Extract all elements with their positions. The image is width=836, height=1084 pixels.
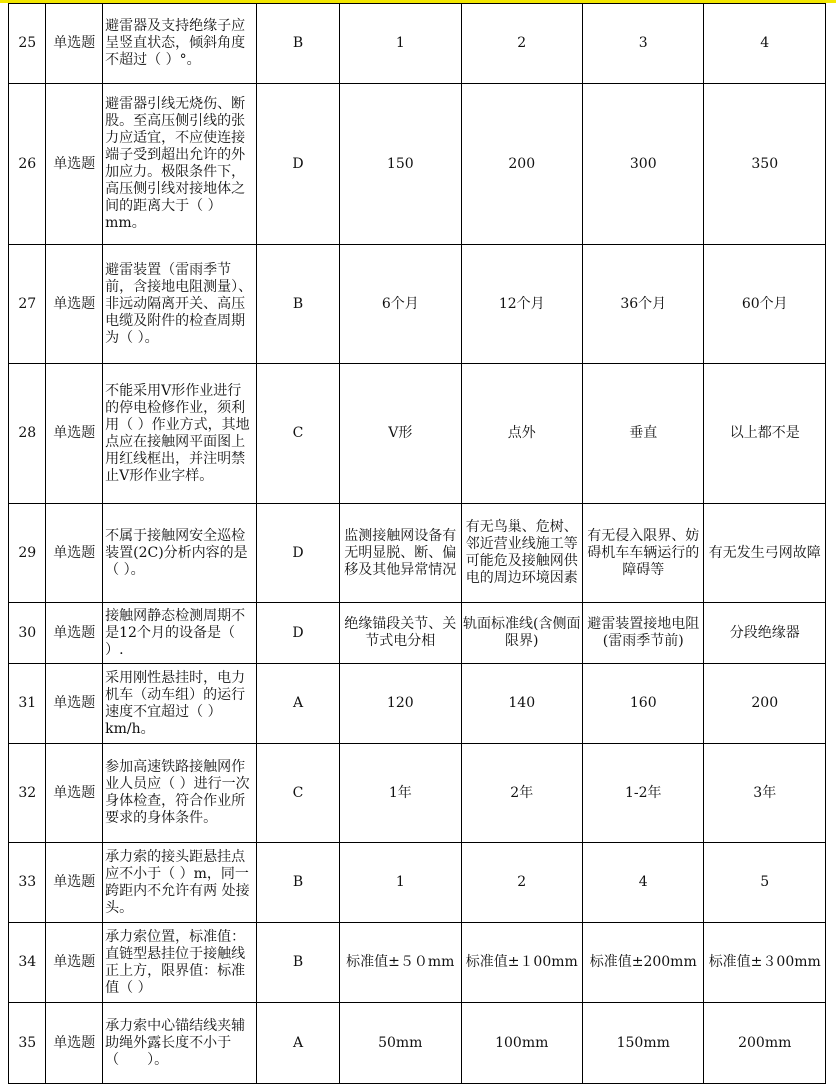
question-text-cell[interactable]: 采用刚性悬挂时，电力机车（动车组）的运行速度不宜超过（ ）km/h。 bbox=[103, 664, 257, 744]
option-d-cell[interactable]: 200mm bbox=[704, 1003, 826, 1084]
question-text-cell[interactable]: 承力索中心锚结线夹辅助绳外露长度不小于（ ）。 bbox=[103, 1003, 257, 1084]
option-c-cell[interactable]: 300 bbox=[583, 84, 704, 245]
option-a-cell[interactable]: 1 bbox=[340, 4, 461, 84]
option-b-cell[interactable]: 100mm bbox=[461, 1003, 582, 1084]
correct-answer-cell[interactable]: B bbox=[257, 923, 340, 1003]
table-row bbox=[9, 664, 826, 744]
option-a-cell[interactable]: 1 bbox=[340, 843, 461, 923]
question-number-cell[interactable]: 32 bbox=[9, 744, 46, 843]
option-a-cell[interactable]: 120 bbox=[340, 664, 461, 744]
question-text-cell[interactable]: 承力索的接头距悬挂点应不小于（ ）m，同一跨距内不允许有两 处接头。 bbox=[103, 843, 257, 923]
option-c-cell[interactable]: 垂直 bbox=[583, 364, 704, 504]
question-text-cell[interactable]: 避雷器引线无烧伤、断股。至高压侧引线的张力应适宜，不应使连接端子受到超出允许的外加应力。极限条件下，高压侧引线对接地体之间的距离大于（ ）mm。 bbox=[103, 84, 257, 245]
question-text-cell[interactable]: 不能采用V形作业进行的停电检修作业，须利用（ ）作业方式，其地点应在接触网平面图上用红线框出，并注明禁止V形作业字样。 bbox=[103, 364, 257, 504]
question-text-cell[interactable]: 避雷装置（雷雨季节前，含接地电阻测量）、非远动隔离开关、高压电缆及附件的检查周期为（ ）。 bbox=[103, 245, 257, 364]
question-type-cell[interactable]: 单选题 bbox=[46, 843, 103, 923]
correct-answer-cell[interactable]: D bbox=[257, 84, 340, 245]
option-a-cell[interactable]: 50mm bbox=[340, 1003, 461, 1084]
question-number-cell[interactable]: 30 bbox=[9, 603, 46, 664]
option-c-cell[interactable]: 1-2年 bbox=[583, 744, 704, 843]
option-d-cell[interactable]: 分段绝缘器 bbox=[704, 603, 826, 664]
question-number-cell[interactable]: 33 bbox=[9, 843, 46, 923]
option-b-cell[interactable]: 有无鸟巢、危树、邻近营业线施工等可能危及接触网供电的周边环境因素 bbox=[461, 504, 582, 603]
table-body bbox=[9, 4, 826, 1084]
option-d-cell[interactable]: 4 bbox=[704, 4, 826, 84]
option-d-cell[interactable]: 350 bbox=[704, 84, 826, 245]
question-number-cell[interactable]: 29 bbox=[9, 504, 46, 603]
option-d-cell[interactable]: 3年 bbox=[704, 744, 826, 843]
question-type-cell[interactable]: 单选题 bbox=[46, 923, 103, 1003]
table-row bbox=[9, 245, 826, 364]
question-number-cell[interactable]: 31 bbox=[9, 664, 46, 744]
table-row bbox=[9, 1003, 826, 1084]
option-b-cell[interactable]: 2 bbox=[461, 4, 582, 84]
question-type-cell[interactable]: 单选题 bbox=[46, 504, 103, 603]
option-d-cell[interactable]: 200 bbox=[704, 664, 826, 744]
option-b-cell[interactable]: 2年 bbox=[461, 744, 582, 843]
option-c-cell[interactable]: 150mm bbox=[583, 1003, 704, 1084]
option-a-cell[interactable]: 150 bbox=[340, 84, 461, 245]
correct-answer-cell[interactable]: B bbox=[257, 4, 340, 84]
option-b-cell[interactable]: 200 bbox=[461, 84, 582, 245]
option-d-cell[interactable]: 有无发生弓网故障 bbox=[704, 504, 826, 603]
question-text-cell[interactable]: 参加高速铁路接触网作业人员应（ ）进行一次身体检查，符合作业所要求的身体条件。 bbox=[103, 744, 257, 843]
question-number-cell[interactable]: 27 bbox=[9, 245, 46, 364]
correct-answer-cell[interactable]: B bbox=[257, 843, 340, 923]
table-row bbox=[9, 843, 826, 923]
table-row bbox=[9, 84, 826, 245]
option-a-cell[interactable]: 6个月 bbox=[340, 245, 461, 364]
question-type-cell[interactable]: 单选题 bbox=[46, 744, 103, 843]
option-a-cell[interactable]: 绝缘锚段关节、关节式电分相 bbox=[340, 603, 461, 664]
correct-answer-cell[interactable]: C bbox=[257, 744, 340, 843]
question-number-cell[interactable]: 25 bbox=[9, 4, 46, 84]
correct-answer-cell[interactable]: A bbox=[257, 1003, 340, 1084]
table-row bbox=[9, 744, 826, 843]
correct-answer-cell[interactable]: B bbox=[257, 245, 340, 364]
question-type-cell[interactable]: 单选题 bbox=[46, 84, 103, 245]
question-text-cell[interactable]: 避雷器及支持绝缘子应呈竖直状态，倾斜角度不超过（ ）°。 bbox=[103, 4, 257, 84]
table-row bbox=[9, 504, 826, 603]
correct-answer-cell[interactable]: D bbox=[257, 603, 340, 664]
table-row bbox=[9, 4, 826, 84]
option-b-cell[interactable]: 140 bbox=[461, 664, 582, 744]
question-text-cell[interactable]: 不属于接触网安全巡检装置(2C)分析内容的是（ ）。 bbox=[103, 504, 257, 603]
option-c-cell[interactable]: 4 bbox=[583, 843, 704, 923]
option-c-cell[interactable]: 160 bbox=[583, 664, 704, 744]
table-row bbox=[9, 364, 826, 504]
option-b-cell[interactable]: 2 bbox=[461, 843, 582, 923]
option-d-cell[interactable]: 标准值±３00mm bbox=[704, 923, 826, 1003]
question-text-cell[interactable]: 承力索位置，标准值：直链型悬挂位于接触线正上方，限界值：标准值（ ） bbox=[103, 923, 257, 1003]
option-c-cell[interactable]: 避雷装置接地电阻(雷雨季节前) bbox=[583, 603, 704, 664]
option-c-cell[interactable]: 有无侵入限界、妨碍机车车辆运行的障碍等 bbox=[583, 504, 704, 603]
option-b-cell[interactable]: 点外 bbox=[461, 364, 582, 504]
question-table bbox=[8, 3, 826, 1084]
table-row bbox=[9, 923, 826, 1003]
option-d-cell[interactable]: 60个月 bbox=[704, 245, 826, 364]
option-b-cell[interactable]: 12个月 bbox=[461, 245, 582, 364]
question-number-cell[interactable]: 35 bbox=[9, 1003, 46, 1084]
question-number-cell[interactable]: 28 bbox=[9, 364, 46, 504]
correct-answer-cell[interactable]: D bbox=[257, 504, 340, 603]
option-c-cell[interactable]: 36个月 bbox=[583, 245, 704, 364]
question-type-cell[interactable]: 单选题 bbox=[46, 664, 103, 744]
option-a-cell[interactable]: 1年 bbox=[340, 744, 461, 843]
question-type-cell[interactable]: 单选题 bbox=[46, 245, 103, 364]
option-c-cell[interactable]: 3 bbox=[583, 4, 704, 84]
table-row bbox=[9, 603, 826, 664]
option-a-cell[interactable]: 监测接触网设备有无明显脱、断、偏移及其他异常情况 bbox=[340, 504, 461, 603]
option-b-cell[interactable]: 轨面标准线(含侧面限界) bbox=[461, 603, 582, 664]
correct-answer-cell[interactable]: C bbox=[257, 364, 340, 504]
question-number-cell[interactable]: 34 bbox=[9, 923, 46, 1003]
question-type-cell[interactable]: 单选题 bbox=[46, 603, 103, 664]
question-type-cell[interactable]: 单选题 bbox=[46, 364, 103, 504]
option-c-cell[interactable]: 标准值±200mm bbox=[583, 923, 704, 1003]
option-b-cell[interactable]: 标准值±１00mm bbox=[461, 923, 582, 1003]
question-text-cell[interactable]: 接触网静态检测周期不是12个月的设备是（ ）. bbox=[103, 603, 257, 664]
option-a-cell[interactable]: V形 bbox=[340, 364, 461, 504]
option-a-cell[interactable]: 标准值±５０mm bbox=[340, 923, 461, 1003]
question-type-cell[interactable]: 单选题 bbox=[46, 1003, 103, 1084]
question-type-cell[interactable]: 单选题 bbox=[46, 4, 103, 84]
correct-answer-cell[interactable]: A bbox=[257, 664, 340, 744]
option-d-cell[interactable]: 5 bbox=[704, 843, 826, 923]
option-d-cell[interactable]: 以上都不是 bbox=[704, 364, 826, 504]
question-number-cell[interactable]: 26 bbox=[9, 84, 46, 245]
